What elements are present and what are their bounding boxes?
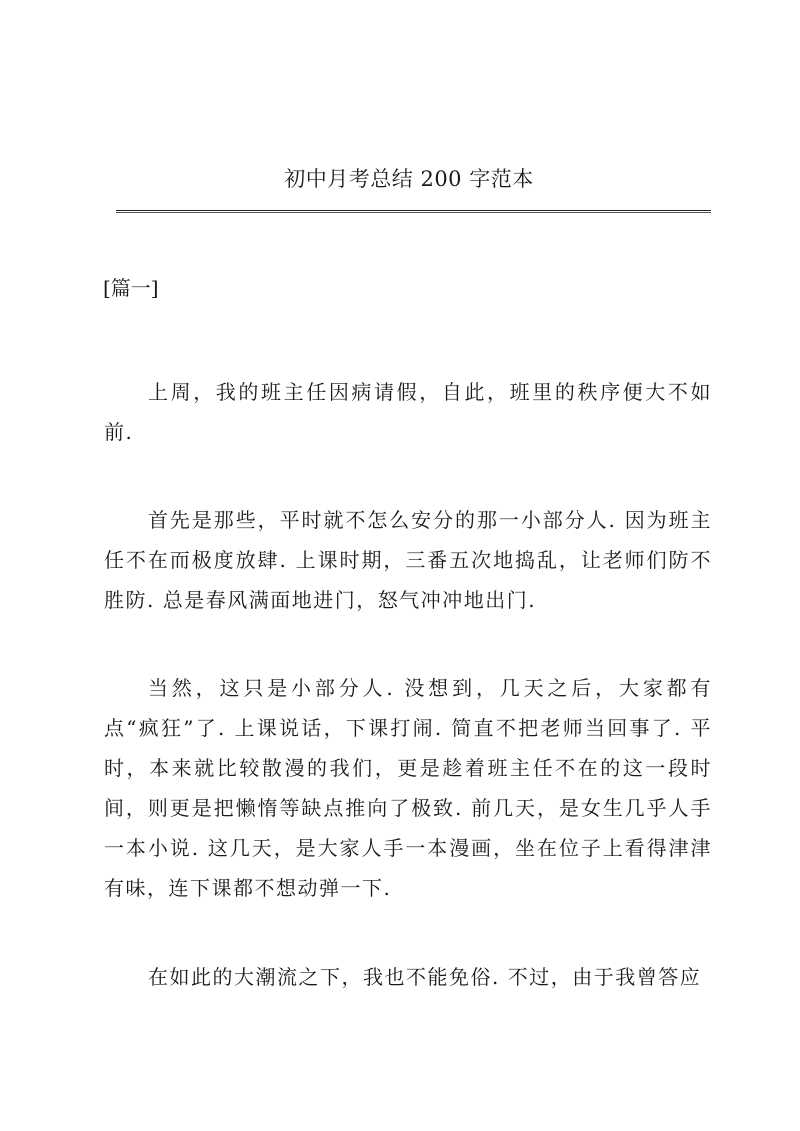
paragraph-3: 当然，这只是小部分人. 没想到，几天之后，大家都有点“疯狂”了. 上课说话，下课打闹. 简直不把老师当回事了. 平时，本来就比较散漫的我们，更是趁着班主任不在的这一段时间，则更是把懒惰等缺点推向了极致. 前几天，是女生几乎人手一本小说. 这几天，是大家人手一本漫画，坐在位子上看得津津有味，连下课都不想动弹一下. [104,676,712,900]
document-title: 初中月考总结 200 字范本 [284,167,534,191]
paragraph-2: 首先是那些，平时就不怎么安分的那一小部分人. 因为班主任不在而极度放肆. 上课时期，三番五次地捣乱，让老师们防不胜防. 总是春风满面地进门，怒气冲冲地出门. [104,508,712,612]
section-label: [篇一] [103,276,159,300]
paragraph-1: 上周，我的班主任因病请假，自此，班里的秩序便大不如前. [104,380,712,444]
paragraph-4: 在如此的大潮流之下，我也不能免俗. 不过，由于我曾答应 [148,965,702,989]
title-divider [116,210,711,213]
